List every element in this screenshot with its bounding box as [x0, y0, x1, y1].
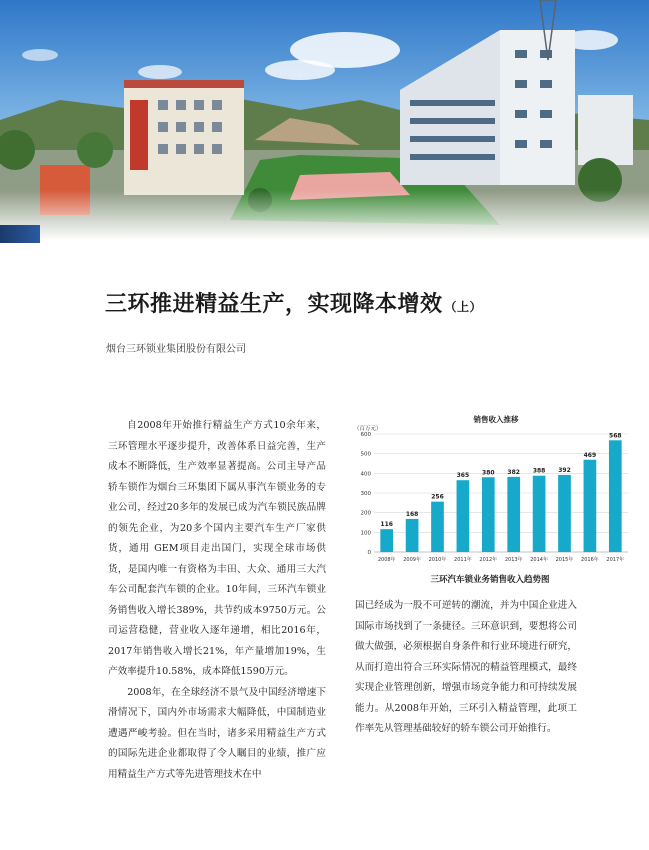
x-tick-label: 2012年	[479, 557, 498, 563]
bar	[457, 480, 470, 552]
bar	[431, 502, 444, 552]
x-tick-label: 2015年	[555, 557, 574, 563]
y-tick-label: 100	[360, 530, 371, 537]
paragraph-3: 国已经成为一股不可逆转的潮流，并为中国企业进入国际市场找到了一条捷径。三环意识到，要想将公司做大做强，必须根据自身条件和行业环境进行研究，从而打造出符合三环实际情况的精益管理模式，最终实现企业管理创新，增强市场竞争能力和可持续发展能力。从2008年开始，三环引入精益管理，此项工作率先从管理基础较好的轿车锁公司开始推行。	[355, 600, 577, 734]
y-tick-label: 0	[367, 550, 371, 556]
bar-value-label: 568	[609, 432, 622, 440]
x-tick-label: 2008年	[377, 557, 396, 563]
author-organization: 烟台三环锁业集团股份有限公司	[106, 344, 246, 355]
hero-photo	[0, 0, 649, 240]
text-column-left	[108, 416, 326, 785]
bar	[507, 477, 520, 552]
bar	[609, 440, 622, 552]
y-tick-label: 400	[360, 471, 371, 478]
bar-value-label: 380	[482, 469, 495, 477]
bar-value-label: 256	[431, 493, 444, 501]
article-title	[105, 287, 625, 318]
bar	[584, 460, 597, 552]
bar-value-label: 168	[405, 510, 419, 518]
bar	[558, 475, 571, 552]
title-main: 三环推进精益生产，实现降本增效	[105, 292, 443, 317]
bar	[406, 519, 419, 552]
chart-title: 销售收入推移	[473, 415, 519, 424]
bar-value-label: 388	[532, 467, 546, 475]
x-tick-label: 2014年	[530, 557, 548, 563]
y-tick-label: 500	[360, 451, 371, 458]
chart-caption: 三环汽车锁业务销售收入趋势图	[430, 575, 550, 585]
y-tick-label: 200	[360, 510, 371, 517]
bar	[482, 477, 495, 552]
text-column-right	[355, 596, 577, 740]
x-tick-label: 2010年	[428, 557, 447, 563]
x-tick-label: 2011年	[454, 557, 472, 563]
y-tick-label: 600	[360, 432, 371, 438]
title-part: （上）	[444, 300, 483, 314]
x-tick-label: 2013年	[504, 557, 523, 563]
y-tick-label: 300	[360, 491, 371, 497]
bar-value-label: 382	[507, 468, 520, 476]
bar-value-label: 392	[558, 466, 571, 474]
x-tick-label: 2017年	[606, 557, 625, 563]
bar-value-label: 365	[456, 472, 470, 480]
factory-campus-image	[0, 0, 649, 240]
decorative-strip	[0, 225, 40, 243]
bar	[533, 476, 546, 552]
bar-chart-svg	[350, 412, 632, 572]
bar-value-label: 116	[380, 521, 393, 529]
bar	[380, 529, 393, 552]
paragraph-1: 自2008年开始推行精益生产方式10余年来，三环管理水平逐步提升，改善体系日益完善，生产成本不断降低，生产效率显著提高。公司主导产品轿车锁作为烟台三环集团下属从事汽车锁业务的专业公司，经过20多年的发展已成为汽车锁民族品牌的领先企业，为20多个国内主要汽车生产厂家供货，通用 GEM项目走出国门，实现全球市场供货，是国内唯一有资格为丰田、大众、通用三大汽车公司配套汽车锁的企业。10年间，三环汽车锁业务销售收入增长389%，共节约成本9750万元。公司运营稳健，营业收入逐年递增，相比2016年，2017年销售收入增长21%，年产量增加19%，生产效率提升10.58%，成本降低1590万元。	[108, 420, 326, 677]
x-tick-label: 2016年	[581, 557, 599, 563]
sales-chart	[350, 412, 632, 572]
x-tick-label: 2009年	[403, 557, 421, 563]
bar-value-label: 469	[583, 451, 597, 459]
chart-unit-label: （百万元）	[354, 426, 382, 432]
paragraph-2: 2008年，在全球经济不景气及中国经济增速下滑情况下，国内外市场需求大幅降低，中国制造业遭遇严峻考验。但在当时，诸多采用精益生产方式的国际先进企业都取得了令人瞩目的业绩，推广应用精益生产方式等先进管理技术在中	[108, 686, 326, 780]
